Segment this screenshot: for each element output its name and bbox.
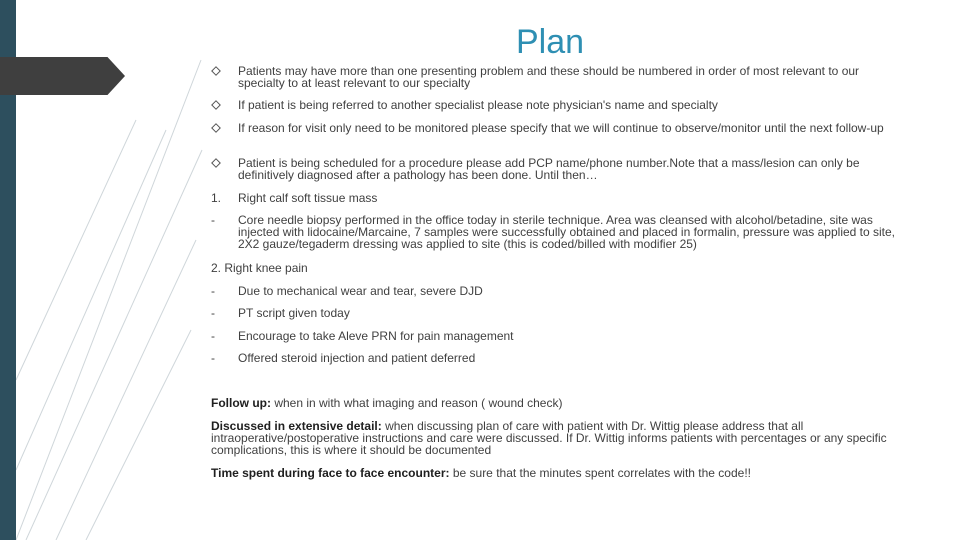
dash-marker: - [211, 213, 215, 227]
note-label: Time spent during face to face encounter: [211, 466, 450, 480]
dash-marker: - [211, 284, 215, 298]
note-label: Discussed in extensive detail: [211, 419, 382, 433]
diamond-icon [211, 157, 235, 168]
list-item-text: Encourage to take Aleve PRN for pain management [238, 329, 514, 343]
bullet-text: If reason for visit only need to be monitored please specify that we will continue to observe/monitor until the next follow-up [238, 121, 884, 135]
note-follow-up [211, 397, 901, 409]
title-tab-arrow [0, 57, 125, 95]
note-text: be sure that the minutes spent correlates with the code!! [449, 466, 751, 480]
list-item-text: Due to mechanical wear and tear, severe DJD [238, 284, 483, 298]
dash-marker: - [211, 351, 215, 365]
bullet-text: Patient is being scheduled for a procedure please add PCP name/phone number.Note that a mass/lesion can only be definitively diagnosed after a pathology has been done. Until then… [238, 156, 860, 182]
problem-title: Right calf soft tissue mass [238, 191, 378, 205]
dash-marker: - [211, 306, 215, 320]
dash-marker: - [211, 329, 215, 343]
diamond-icon [211, 99, 235, 110]
list-item-text: Offered steroid injection and patient deferred [238, 351, 476, 365]
diamond-icon [211, 65, 235, 76]
note-text: when in with what imaging and reason ( wound check) [270, 396, 563, 410]
diamond-icon [211, 122, 235, 133]
note-time-spent [211, 467, 901, 479]
list-item-text: PT script given today [238, 306, 350, 320]
bullet-text: If patient is being referred to another specialist please note physician's name and specialty [238, 98, 718, 112]
slide-title: Plan [515, 23, 585, 61]
problem-number: 1. [211, 191, 222, 205]
bullet-text: Patients may have more than one presenting problem and these should be numbered in order of most relevant to our specialty to at least relevant to our specialty [238, 64, 860, 90]
problem-heading: 2. Right knee pain [211, 261, 308, 275]
note-label: Follow up: [211, 396, 271, 410]
note-discussed [211, 420, 901, 456]
note-text: when discussing plan of care with patient with Dr. Wittig please address that all intraoperative/postoperative instructions and care were discussed. If Dr. Wittig informs patients with percentages or any specific complications, this is where it should be documented [211, 419, 887, 457]
procedure-note: Core needle biopsy performed in the office today in sterile technique. Area was cleansed with alcohol/betadine, site was injected with lidocaine/Marcaine, 7 samples were successfully obtained and placed in formalin, pressure was applied to site, 2X2 gauze/tegaderm dressing was applied to site (this is coded/billed with modifier 25) [238, 213, 896, 251]
